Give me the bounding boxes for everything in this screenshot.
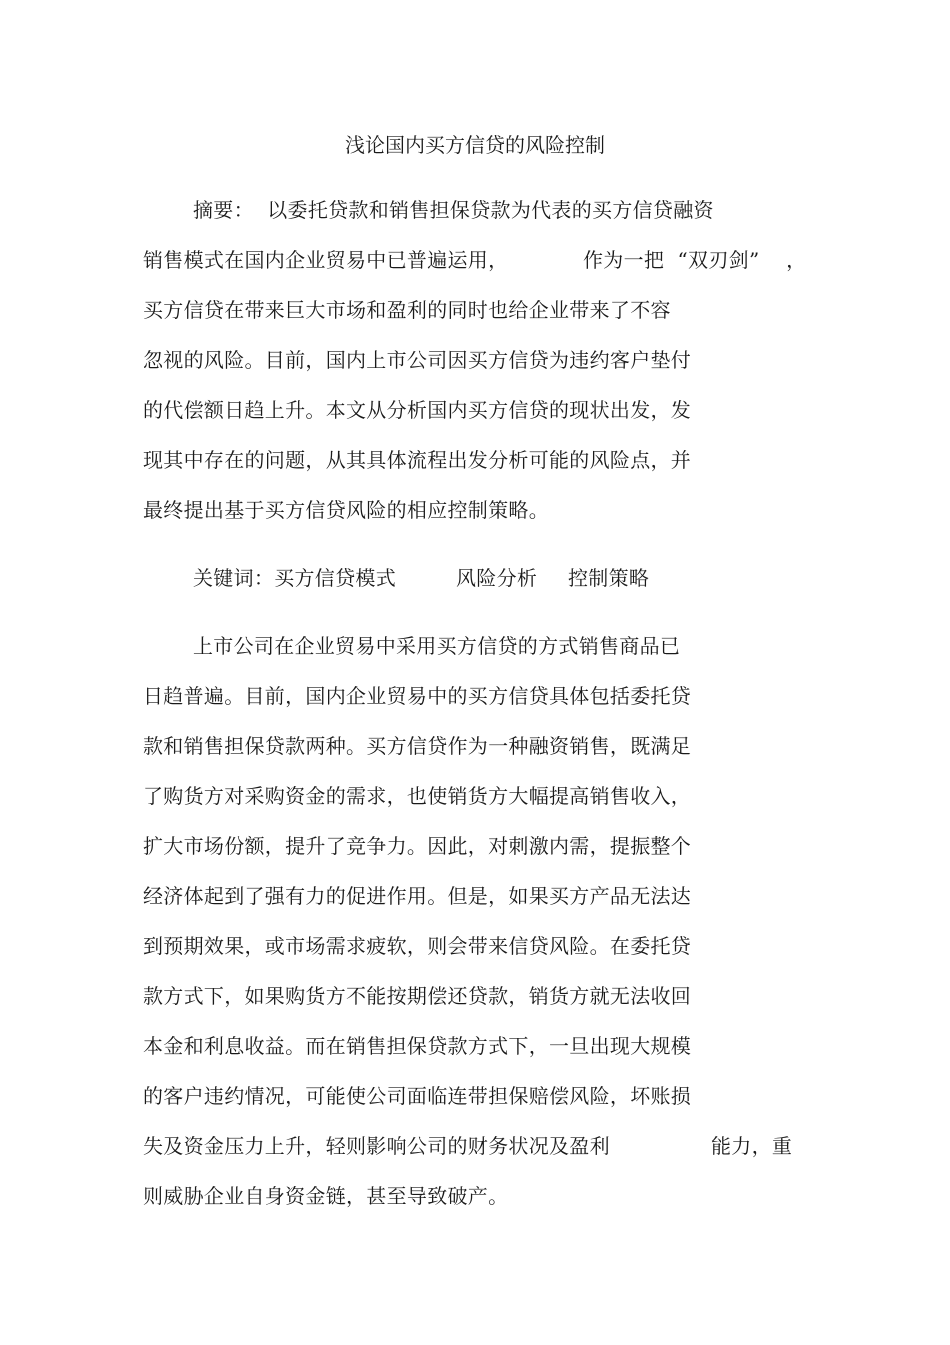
keywords-label: 关键词：买方信贷模式 xyxy=(193,566,396,590)
body-line: 失及资金压力上升，轻则影响公司的财务状况及盈利 xyxy=(143,1134,610,1158)
body-line: 款方式下，如果购货方不能按期偿还贷款，销货方就无法收回 xyxy=(143,984,692,1008)
keyword-item: 控制策略 xyxy=(568,566,650,590)
abstract-line: 现其中存在的问题，从其具体流程出发分析可能的风险点，并 xyxy=(143,448,692,472)
abstract-line: 作为一把 “双刃剑” ， xyxy=(583,248,807,272)
body-line: 扩大市场份额，提升了竞争力。因此，对刺激内需，提振整个 xyxy=(143,834,692,858)
body-line: 了购货方对采购资金的需求，也使销货方大幅提高销售收入， xyxy=(143,784,692,808)
body-line: 的客户违约情况，可能使公司面临连带担保赔偿风险，坏账损 xyxy=(143,1084,692,1108)
body-line: 款和销售担保贷款两种。买方信贷作为一种融资销售，既满足 xyxy=(143,734,692,758)
abstract-line: 销售模式在国内企业贸易中已普遍运用， xyxy=(143,248,509,272)
abstract-line: 忽视的风险。目前，国内上市公司因买方信贷为违约客户垫付 xyxy=(143,348,692,372)
abstract-line: 最终提出基于买方信贷风险的相应控制策略。 xyxy=(143,498,549,522)
body-line: 能力，重 xyxy=(711,1134,793,1158)
body-line: 日趋普遍。目前，国内企业贸易中的买方信贷具体包括委托贷 xyxy=(143,684,692,708)
body-line: 本金和利息收益。而在销售担保贷款方式下，一旦出现大规模 xyxy=(143,1034,692,1058)
abstract-line: 的代偿额日趋上升。本文从分析国内买方信贷的现状出发，发 xyxy=(143,398,692,422)
keyword-item: 风险分析 xyxy=(456,566,538,590)
abstract-line: 买方信贷在带来巨大市场和盈利的同时也给企业带来了不容 xyxy=(143,298,671,322)
body-line: 到预期效果，或市场需求疲软，则会带来信贷风险。在委托贷 xyxy=(143,934,692,958)
body-line: 上市公司在企业贸易中采用买方信贷的方式销售商品已 xyxy=(193,634,681,658)
page-title: 浅论国内买方信贷的风险控制 xyxy=(345,133,605,157)
abstract-line: 摘要： 以委托贷款和销售担保贷款为代表的买方信贷融资 xyxy=(193,198,714,222)
body-line: 经济体起到了强有力的促进作用。但是，如果买方产品无法达 xyxy=(143,884,692,908)
body-line: 则威胁企业自身资金链，甚至导致破产。 xyxy=(143,1184,509,1208)
